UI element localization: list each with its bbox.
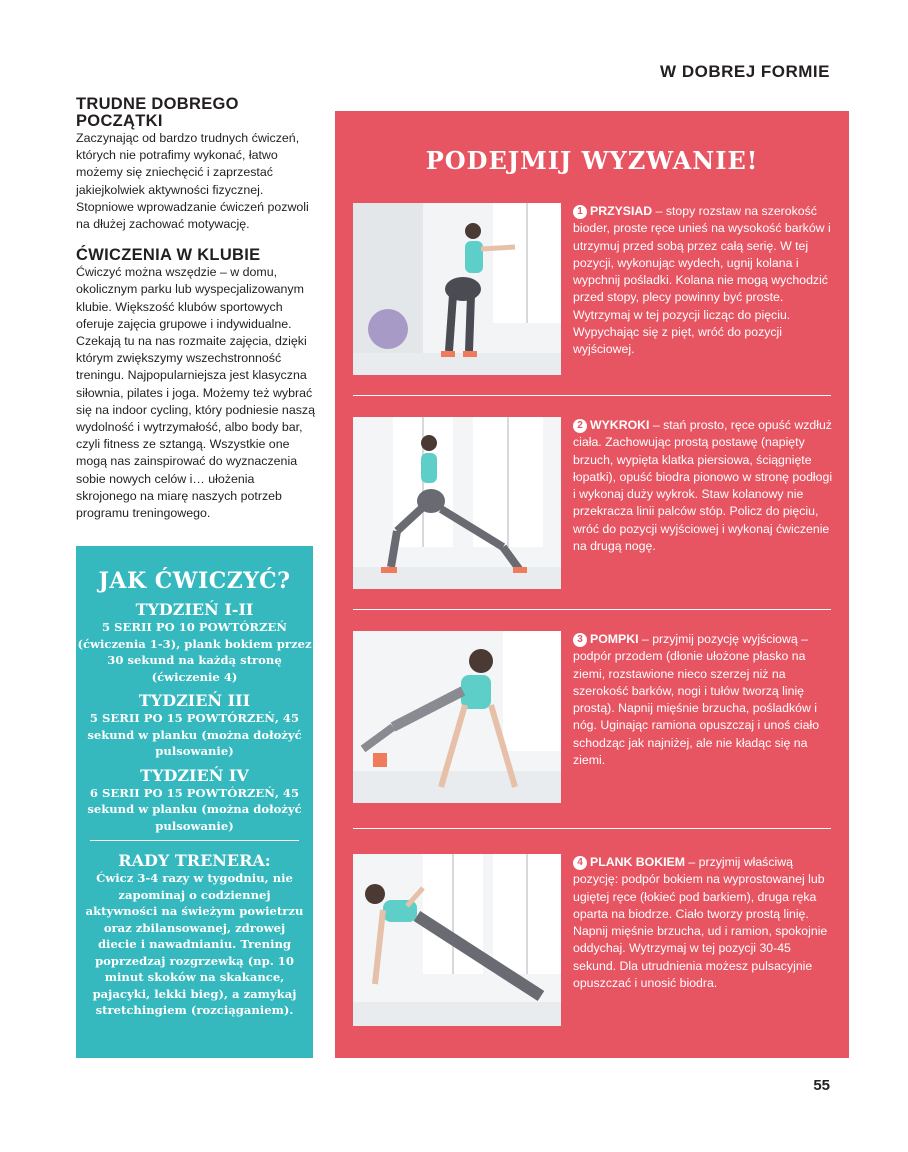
section-title-club: ĆWICZENIA W KLUBIE xyxy=(76,246,261,265)
week-block xyxy=(76,691,313,760)
exercise-description: – stań prosto, ręce opuść wzdłuż ciała. Zachowując prostą postawę (napięty brzuch, wypięta klatka piersiowa, ściągnięte łopatki), opuść biodra pionowo w stronę podłogi i wykonaj duży wykrok. Staw kolanowy nie przekracza linii palców stóp. Policz do pięciu, wróć do pozycji wyjściowej i wykonaj ćwiczenie na drugą nogę. xyxy=(573,418,833,554)
week-block xyxy=(76,600,313,685)
exercise-name: WYKROKI xyxy=(590,418,650,432)
exercise-text-pushups xyxy=(573,631,835,769)
divider xyxy=(353,828,831,829)
tips-title: RADY TRENERA: xyxy=(118,851,271,870)
exercise-text-side-plank xyxy=(573,854,835,992)
exercise-text-squat xyxy=(573,203,835,359)
divider xyxy=(353,395,831,396)
section-title-beginnings: TRUDNE DOBREGO POCZĄTKI xyxy=(76,95,239,130)
training-plan-title: JAK ĆWICZYĆ? xyxy=(98,568,291,594)
exercise-name: PRZYSIAD xyxy=(590,204,653,218)
week-text: 5 SERII PO 10 POWTÓRZEŃ (ćwiczenia 1-3), plank bokiem przez 30 sekund na każdą stronę (ćwiczenie 4) xyxy=(77,620,312,684)
section-header: W DOBREJ FORMIE xyxy=(660,62,830,81)
number-badge: 3 xyxy=(573,633,587,647)
divider xyxy=(90,840,299,841)
exercise-description: – przyjmij właściwą pozycję: podpór bokiem na wyprostowanej lub ugiętej ręce (łokieć pod barkiem), druga ręka oparta na biodrze. Ciało tworzy prostą linię. Napnij mięśnie brzucha, ud i ramion, spokojnie oddychaj. Wytrzymaj w tej pozycji 30-45 sekund. Dla utrudnienia możesz pulsacyjnie opuszczać i unosić biodra. xyxy=(573,855,828,991)
section-body-club: Ćwiczyć można wszędzie – w domu, okolicznym parku lub wyspecjalizowanym klubie. Większość klubów sportowych oferuje zajęcia grupowe i indywidualne. Czekają tu na nas rozmaite zajęcia, dzięki którym zwiększymy wszechstronność treningu. Najpopularniejsza jest klasyczna siłownia, pilates i joga. Możemy też wybrać się na indoor cycling, który podniesie naszą wydolność i wytrzymałość, albo body bar, czyli fitness ze sztangą. Wszystkie one mogą nas zainspirować do wyznaczenia sobie nowych celów i… ułożenia skrojonego na miarę naszych potrzeb programu treningowego. xyxy=(76,265,315,521)
week-text: 6 SERII PO 15 POWTÓRZEŃ, 45 sekund w planku (można dołożyć pulsowanie) xyxy=(87,785,302,833)
challenge-box xyxy=(335,111,849,1058)
exercise-photo-pushups xyxy=(353,631,561,803)
training-plan-box xyxy=(76,546,313,1058)
number-badge: 4 xyxy=(573,856,587,870)
tips-text: Ćwicz 3-4 razy w tygodniu, nie zapominaj o codziennej aktywności na świeżym powietrzu oraz zbilansowanej, zdrowej diecie i nawadnianiu. Trening poprzedzaj rozgrzewką (np. 10 minut skoków na skakance, pajacyki, lekki bieg), a zamykaj stretchingiem (rozciąganiem). xyxy=(85,871,304,1017)
week-title: TYDZIEŃ III xyxy=(138,691,251,710)
exercise-photo-squat xyxy=(353,203,561,375)
number-badge: 2 xyxy=(573,419,587,433)
page-number: 55 xyxy=(813,1077,830,1094)
divider xyxy=(353,609,831,610)
exercise-name: PLANK BOKIEM xyxy=(590,855,685,869)
exercise-photo-lunges xyxy=(353,417,561,589)
number-badge: 1 xyxy=(573,205,587,219)
week-title: TYDZIEŃ IV xyxy=(140,765,249,785)
left-column xyxy=(76,96,316,522)
exercise-photo-side-plank xyxy=(353,854,561,1026)
challenge-title: PODEJMIJ WYZWANIE! xyxy=(425,146,759,175)
section-body-beginnings: Zaczynając od bardzo trudnych ćwiczeń, których nie potrafimy wykonać, łatwo możemy się zniechęcić i zaprzestać jakiejkolwiek aktywności fizycznej. Stopniowe wprowadzanie ćwiczeń pozwoli na dłużej zachować motywację. xyxy=(76,131,309,232)
exercise-description: – stopy rozstaw na szerokość bioder, proste ręce unieś na wysokość barków i utrzymuj przed sobą przez całą serię. W tej pozycji, wykonując wydech, ugnij kolana i wypchnij pośladki. Kolana nie mogą wychodzić przed stopy, plecy powinny być proste. Wytrzymaj w tej pozycji licząc do pięciu. Wypychając się z pięt, wróć do pozycji wyjściowej. xyxy=(573,204,831,357)
week-block xyxy=(76,766,313,835)
exercise-name: POMPKI xyxy=(590,632,639,646)
exercise-text-lunges xyxy=(573,417,835,555)
exercise-description: – przyjmij pozycję wyjściową – podpór przodem (dłonie ułożone płasko na ziemi, rozstawione nieco szerzej niż na szerokość barków, nogi i tułów tworzą linię prostą). Napnij mięśnie brzucha, pośladków i nóg. Uginając ramiona opuszczaj i unoś ciało schodząc jak najniżej, ale nie kładąc się na ziemi. xyxy=(573,632,820,768)
week-text: 5 SERII PO 15 POWTÓRZEŃ, 45 sekund w planku (można dołożyć pulsowanie) xyxy=(87,711,302,758)
week-title: TYDZIEŃ I-II xyxy=(135,600,254,619)
